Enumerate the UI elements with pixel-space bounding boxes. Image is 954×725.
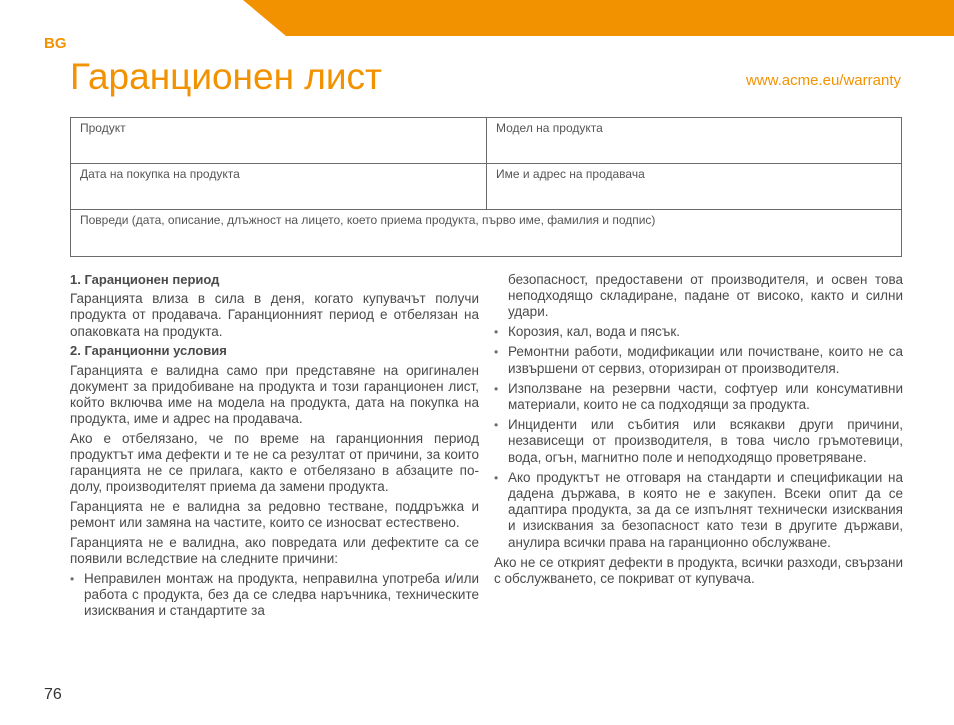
right-column — [494, 272, 903, 591]
paragraph: Гаранцията не е валидна, ако повредата или дефектите са се появили вследствие на следните причини: — [70, 535, 479, 567]
model-field[interactable] — [487, 118, 901, 164]
list-item: • Корозия, кал, вода и пясък. — [494, 324, 903, 340]
paragraph: Гаранцията не е валидна за редовно тестване, поддръжка и ремонт или замяна на частите, които се износват естествено. — [70, 499, 479, 531]
list-item: • Използване на резервни части, софтуер или консумативни материали, които не са подходящи за продукта. — [494, 381, 903, 413]
left-column — [70, 272, 479, 624]
language-code: BG — [44, 35, 67, 52]
seller-label: Име и адрес на продавача — [496, 167, 645, 181]
page-number: 76 — [44, 686, 62, 703]
repairs-field[interactable] — [71, 210, 901, 256]
list-item: • Инциденти или събития или всякакви други причини, независещи от производителя, в това число гръмотевици, вода, огън, магнитно поле и неподходящо проветряване. — [494, 417, 903, 466]
model-label: Модел на продукта — [496, 121, 603, 135]
warranty-url[interactable]: www.acme.eu/warranty — [745, 72, 901, 89]
exclusions-list — [70, 571, 479, 620]
product-field[interactable] — [71, 118, 487, 164]
seller-field[interactable] — [487, 164, 901, 210]
warranty-form-table — [70, 117, 902, 257]
orange-header-banner — [0, 0, 954, 36]
list-item: • Неправилен монтаж на продукта, неправилна употреба и/или работа с продукта, без да се следва наръчника, техническите изисквания и стандартите за — [70, 571, 479, 620]
paragraph: Ако е отбелязано, че по време на гаранционния период продуктът има дефекти и те не са резултат от причини, за които гаранцията не се прилага, както е отбелязано в абзаците по-долу, производителят приема да замени продукта. — [70, 430, 479, 495]
paragraph-continuation: безопасност, предоставени от производителя, и освен това неподходящо складиране, падане от високо, както и силни удари. — [508, 272, 903, 320]
exclusions-list-continued — [494, 324, 903, 551]
purchase-date-field[interactable] — [71, 164, 487, 210]
paragraph: Ако не се открият дефекти в продукта, всички разходи, свързани с обслужването, се покриват от купувача. — [494, 554, 903, 586]
paragraph: Гаранцията е валидна само при представяне на оригинален документ за придобиване на продукта и този гаранционен лист, който включва име на модела на продукта, дата на покупка на продукта, име и адрес на продавача. — [70, 362, 479, 427]
section-heading-warranty-period: 1. Гаранционен период — [70, 272, 220, 287]
repairs-label: Повреди (дата, описание, длъжност на лицето, което приема продукта, първо име, фамилия и подпис) — [80, 213, 656, 227]
product-label: Продукт — [80, 121, 126, 135]
purchase-date-label: Дата на покупка на продукта — [80, 167, 240, 181]
page-title: Гаранционен лист — [70, 56, 382, 97]
list-item: • Ремонтни работи, модификации или почистване, които не са извършени от сервиз, оторизиран от производителя. — [494, 344, 903, 376]
paragraph: Гаранцията влиза в сила в деня, когато купувачът получи продукта от продавача. Гаранционният период е отбелязан на опаковката на продукта. — [70, 291, 479, 339]
section-heading-warranty-conditions: 2. Гаранционни условия — [70, 343, 227, 359]
list-item: • Ако продуктът не отговаря на стандарти и спецификации на дадена държава, в която не е закупен. Всеки опит да се адаптира продукта, за да се изпълнят технически изисквания и изисквания за безопасност като тези в другите държави, анулира всички права на гаранционно обслужване. — [494, 470, 903, 551]
